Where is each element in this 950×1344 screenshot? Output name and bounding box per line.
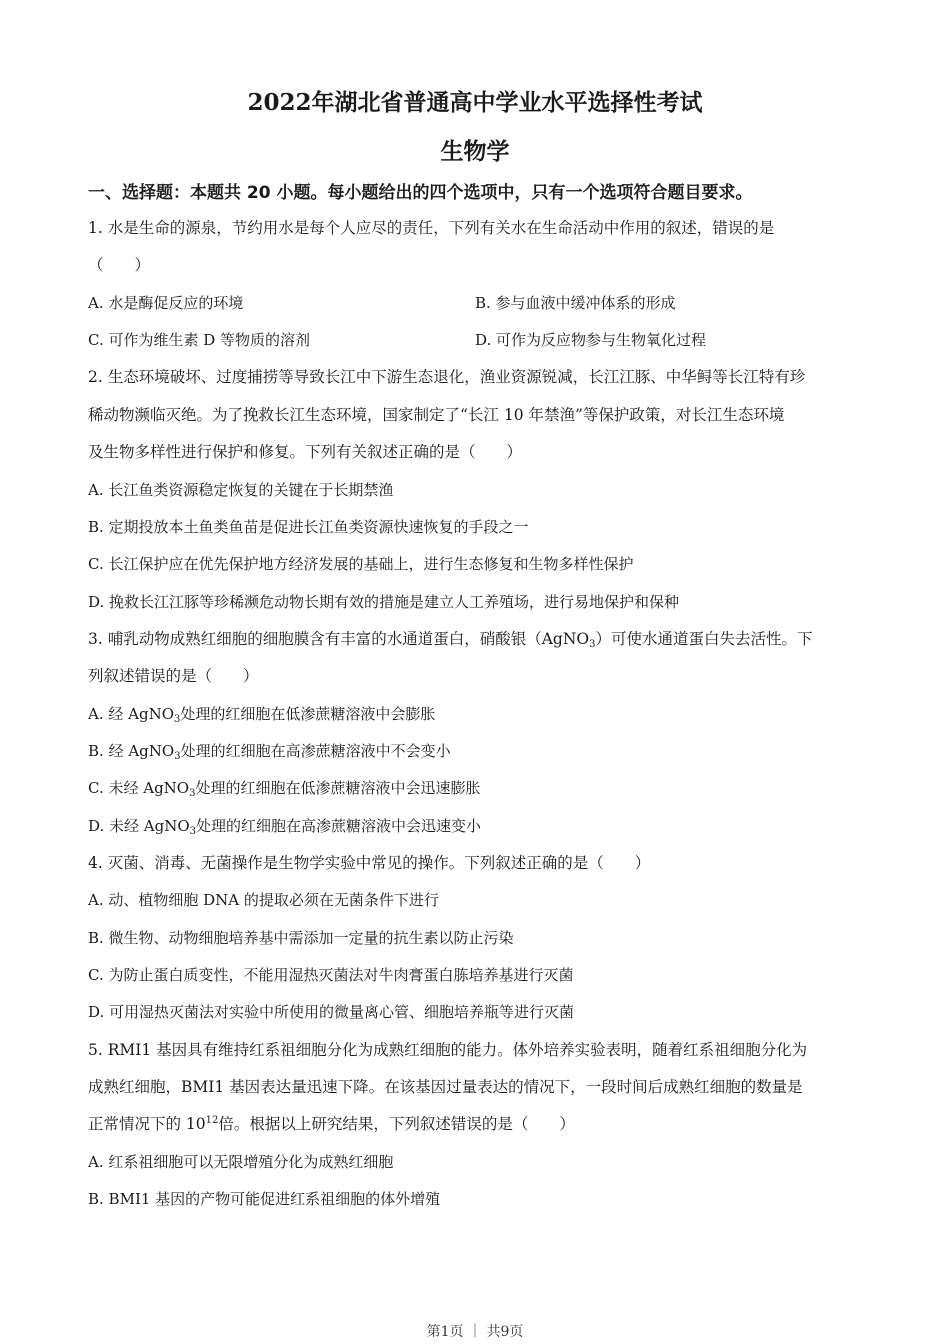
q3-option-a-text: A. 经 AgNO xyxy=(88,705,174,723)
q3-option-a xyxy=(88,703,435,725)
q3-option-a-subscript: 3 xyxy=(174,714,181,725)
q5-stem-superscript: 12 xyxy=(205,1115,219,1126)
q3-option-c-text-rest: 处理的红细胞在低渗蔗糖溶液中会迅速膨胀 xyxy=(195,779,481,797)
q1-stem-line2: （ ） xyxy=(88,256,151,274)
q3-option-c-subscript: 3 xyxy=(189,788,196,799)
q3-stem-text-b: ）可使水通道蛋白失去活性。下 xyxy=(595,630,813,648)
q3-option-b-text: B. 经 AgNO xyxy=(88,742,175,760)
q5-stem-text-a: 正常情况下的 10 xyxy=(88,1115,206,1133)
q4-option-b: B. 微生物、动物细胞培养基中需添加一定量的抗生素以防止污染 xyxy=(88,929,514,947)
q2-stem-line1: 2. 生态环境破坏、过度捕捞等导致长江中下游生态退化，渔业资源锐减，长江江豚、中华鲟等长江特有珍 xyxy=(88,368,806,386)
q2-option-a: A. 长江鱼类资源稳定恢复的关键在于长期禁渔 xyxy=(88,481,394,499)
page-footer: 第1页 ｜ 共9页 xyxy=(426,1324,524,1340)
q5-option-a: A. 红系祖细胞可以无限增殖分化为成熟红细胞 xyxy=(88,1153,394,1171)
q3-option-d-text-rest: 处理的红细胞在高渗蔗糖溶液中会迅速变小 xyxy=(196,817,482,835)
q2-stem-line3: 及生物多样性进行保护和修复。下列有关叙述正确的是（ ） xyxy=(88,443,523,461)
q3-option-d xyxy=(88,815,481,837)
q4-option-a: A. 动、植物细胞 DNA 的提取必须在无菌条件下进行 xyxy=(88,891,439,909)
section-heading: 一、选择题：本题共 20 小题。每小题给出的四个选项中，只有一个选项符合题目要求。 xyxy=(88,183,753,203)
q3-stem-line1 xyxy=(88,628,813,650)
q4-option-c: C. 为防止蛋白质变性，不能用湿热灭菌法对牛肉膏蛋白胨培养基进行灭菌 xyxy=(88,966,574,984)
q2-option-c: C. 长江保护应在优先保护地方经济发展的基础上，进行生态修复和生物多样性保护 xyxy=(88,555,634,573)
q2-option-d: D. 挽救长江江豚等珍稀濒危动物长期有效的措施是建立人工养殖场，进行易地保护和保种 xyxy=(88,593,680,611)
q5-stem-line3 xyxy=(88,1113,575,1135)
q5-stem-line2: 成熟红细胞，BMI1 基因表达量迅速下降。在该基因过量表达的情况下，一段时间后成熟红细胞的数量是 xyxy=(88,1078,803,1096)
exam-title: 2022年湖北省普通高中学业水平选择性考试 xyxy=(247,89,703,116)
q1-stem-line1: 1. 水是生命的源泉，节约用水是每个人应尽的责任，下列有关水在生命活动中作用的叙述，错误的是 xyxy=(88,219,775,237)
q3-option-a-text-rest: 处理的红细胞在低渗蔗糖溶液中会膨胀 xyxy=(180,705,436,723)
q3-stem-subscript: 3 xyxy=(589,639,596,650)
q1-option-a: A. 水是酶促反应的环境 xyxy=(88,294,244,312)
q3-option-d-subscript: 3 xyxy=(189,826,197,837)
q5-stem-text-b: 倍。根据以上研究结果，下列叙述错误的是（ ） xyxy=(218,1115,575,1133)
q3-stem-line2: 列叙述错误的是（ ） xyxy=(88,667,259,685)
q3-option-d-text: D. 未经 AgNO xyxy=(88,817,190,835)
q1-option-c: C. 可作为维生素 D 等物质的溶剂 xyxy=(88,331,311,349)
q1-option-d: D. 可作为反应物参与生物氧化过程 xyxy=(475,331,707,349)
q2-stem-line2: 稀动物濒临灭绝。为了挽救长江生态环境，国家制定了“长江 10 年禁渔”等保护政策，对长江生态环境 xyxy=(88,406,785,424)
q3-option-b xyxy=(88,740,451,762)
q3-stem-text-a: 3. 哺乳动物成熟红细胞的细胞膜含有丰富的水通道蛋白，硝酸银（AgNO xyxy=(88,630,590,648)
q3-option-c-text: C. 未经 AgNO xyxy=(88,779,190,797)
q3-option-b-subscript: 3 xyxy=(174,751,181,762)
q5-option-b: B. BMI1 基因的产物可能促进红系祖细胞的体外增殖 xyxy=(88,1190,441,1208)
subject-title: 生物学 xyxy=(440,138,510,165)
q3-option-b-text-rest: 处理的红细胞在高渗蔗糖溶液中不会变小 xyxy=(180,742,451,760)
q5-stem-line1: 5. RMI1 基因具有维持红系祖细胞分化为成熟红细胞的能力。体外培养实验表明，随着红系祖细胞分化为 xyxy=(88,1041,808,1059)
q4-option-d: D. 可用湿热灭菌法对实验中所使用的微量离心管、细胞培养瓶等进行灭菌 xyxy=(88,1003,575,1021)
q3-option-c xyxy=(88,777,481,799)
q4-stem-line1: 4. 灭菌、消毒、无菌操作是生物学实验中常见的操作。下列叙述正确的是（ ） xyxy=(88,854,651,872)
q1-option-b: B. 参与血液中缓冲体系的形成 xyxy=(475,294,676,312)
q2-option-b: B. 定期投放本土鱼类鱼苗是促进长江鱼类资源快速恢复的手段之一 xyxy=(88,518,529,536)
